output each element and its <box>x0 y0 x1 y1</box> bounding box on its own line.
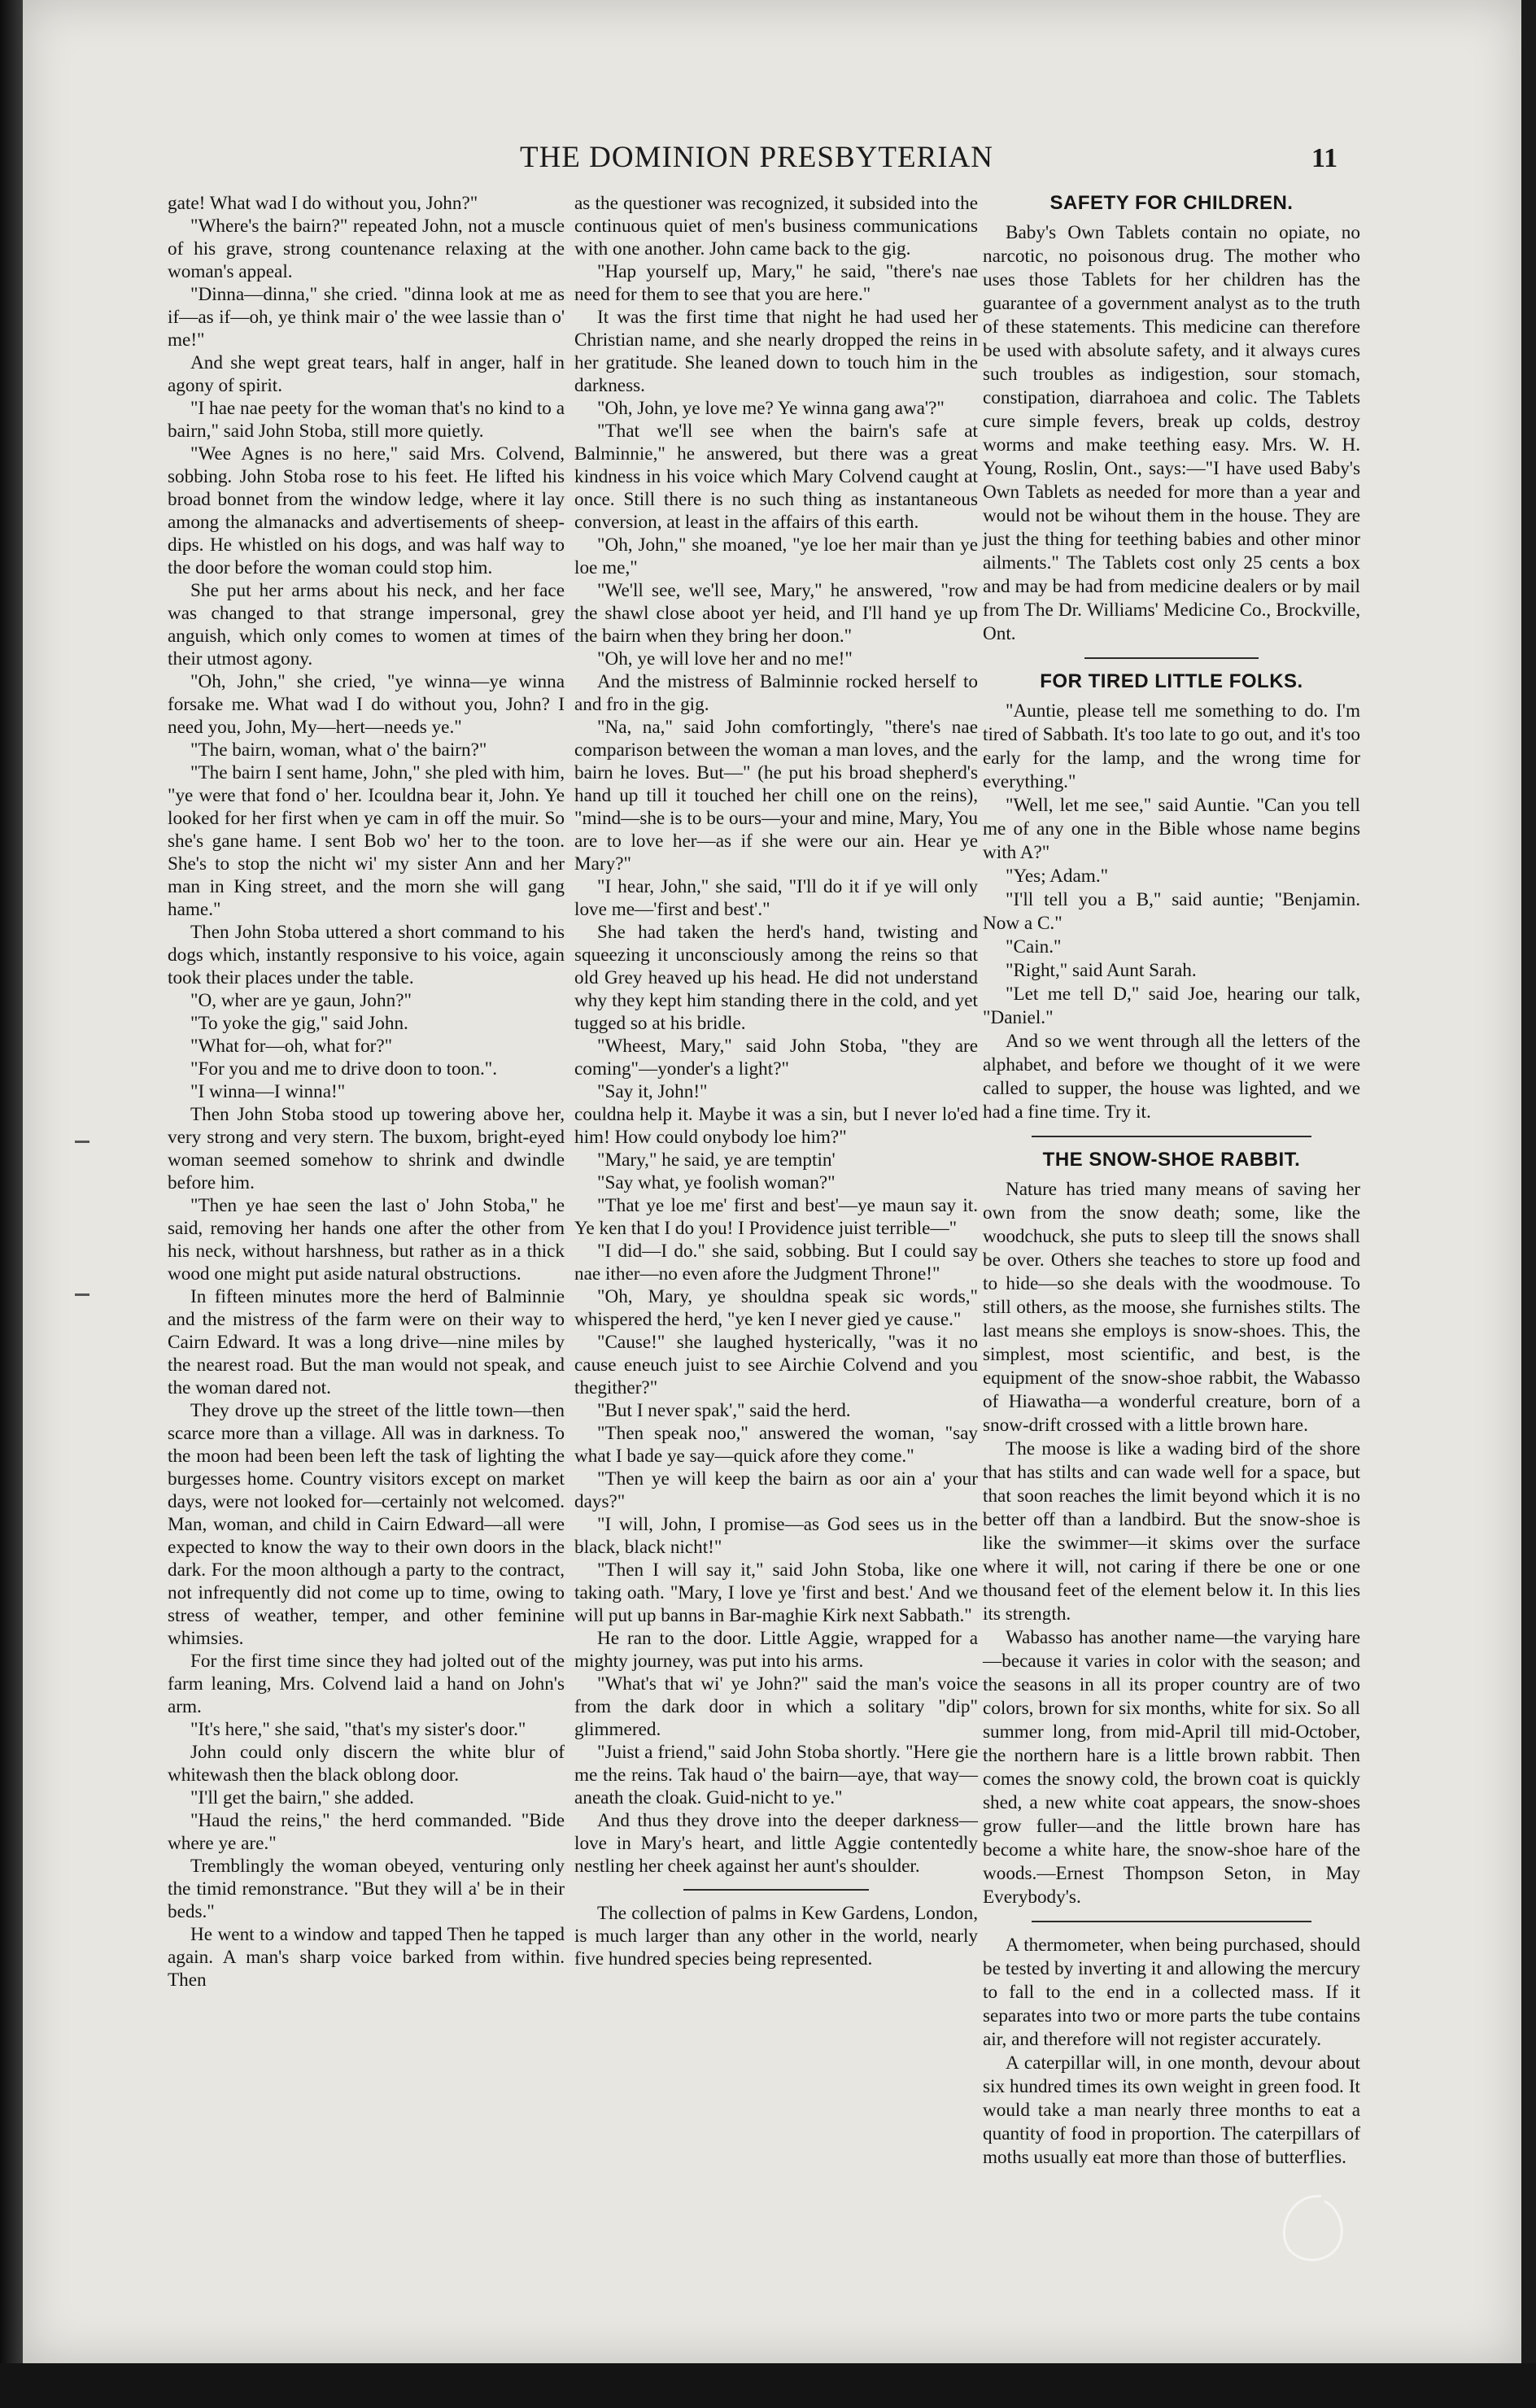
paragraph: John could only discern the white blur of whitewash then the black oblong door. <box>168 1742 565 1786</box>
paragraph: "Auntie, please tell me something to do. I'm tired of Sabbath. It's too late to go out, and it's too early for the lamp, and the wrong time for everything." <box>983 700 1360 792</box>
paragraph: "The bairn I sent hame, John," she pled with him, "ye were that fond o' her. Icouldna bear it, John. Ye looked for her first when ye cam in off the muir. So she's gane hame. I sent Bob wo' her to the toon. She's to stop the nicht wi' my sister Ann and her man in King street, and the morn she will gang hame." <box>168 762 565 920</box>
paragraph: "I hae nae peety for the woman that's no kind to a bairn," said John Stoba, still more quietly. <box>168 398 565 442</box>
scan-bottom-edge <box>0 2363 1536 2408</box>
paragraph: "I'll get the bairn," she added. <box>190 1787 414 1808</box>
paragraph: couldna help it. Maybe it was a sin, but I never lo'ed him! How could onybody loe him?" <box>574 1104 978 1148</box>
paragraph: "O, wher are ye gaun, John?" <box>190 990 412 1011</box>
kew-gardens-note: The collection of palms in Kew Gardens, London, is much larger than any other in the world, nearly five hundred species being represented. <box>574 1903 978 1970</box>
paragraph: "The bairn, woman, what o' the bairn?" <box>190 739 487 761</box>
paragraph: "To yoke the gig," said John. <box>190 1013 408 1034</box>
paragraph: "We'll see, we'll see, Mary," he answered, "row the shawl close aboot yer heid, and I'll hand ye up the bairn when they bring her doon." <box>574 580 978 647</box>
paragraph: "I did—I do." she said, sobbing. But I could say nae ither—no even afore the Judgment Throne!" <box>574 1241 978 1285</box>
paragraph: "Wheest, Mary," said John Stoba, "they are coming"—yonder's a light?" <box>574 1036 978 1080</box>
paragraph: "I will, John, I promise—as God sees us in the black, black nicht!" <box>574 1514 978 1558</box>
paragraph: "Let me tell D," said Joe, hearing our talk, "Daniel." <box>983 984 1360 1028</box>
paragraph: And she wept great tears, half in anger, half in agony of spirit. <box>168 352 565 396</box>
paragraph: "Mary," he said, ye are temptin' <box>597 1149 836 1171</box>
paragraph: "It's here," she said, "that's my sister's door." <box>190 1719 526 1740</box>
pencil-circle-mark <box>1274 2188 1349 2270</box>
paragraph: She had taken the herd's hand, twisting and squeezing it unconsciously among the reins so that old Grey heaved up his head. He did not understand why they kept him standing there in the cold, and yet tugged so at his bridle. <box>574 922 978 1034</box>
section-divider <box>1084 657 1258 659</box>
paragraph: "Oh, Mary, ye shouldna speak sic words," whispered the herd, "ye ken I never gied ye cause." <box>574 1286 978 1330</box>
paragraph: Then John Stoba uttered a short command to his dogs which, instantly responsive to his voice, again took their places under the table. <box>168 922 565 988</box>
section-divider <box>1032 1136 1311 1137</box>
paragraph: "Oh, ye will love her and no me!" <box>597 648 853 670</box>
paragraph: He went to a window and tapped Then he tapped again. A man's sharp voice barked from within. Then <box>168 1924 565 1991</box>
paragraph: "I winna—I winna!" <box>190 1081 346 1102</box>
paragraph: In fifteen minutes more the herd of Balminnie and the mistress of the farm were on their way to Cairn Edward. It was a long drive—nine miles by the nearest road. But the man would not speak, and the woman dared not. <box>168 1286 565 1398</box>
paragraph: "What's that wi' ye John?" said the man's voice from the dark door in which a solitary "dip" glimmered. <box>574 1673 978 1740</box>
paragraph: "Oh, John," she moaned, "ye loe her mair than ye loe me," <box>574 534 978 578</box>
paragraph: "Oh, John, ye love me? Ye winna gang awa'?" <box>597 398 945 419</box>
paragraph: And thus they drove into the deeper darkness—love in Mary's heart, and little Aggie contentedly nestling her cheek against her aunt's shoulder. <box>574 1810 978 1877</box>
paragraph: The moose is like a wading bird of the shore that has stilts and can wade well for a space, but that soon reaches the limit beyond which it is no better off than a landbird. But the snow-shoe is like the swimmer—it skims over the surface where it will, not caring if there be one or one thousand feet of the element below it. In this lies its strength. <box>983 1438 1360 1625</box>
paragraph: "Well, let me see," said Auntie. "Can you tell me of any one in the Bible whose name begins with A?" <box>983 795 1360 863</box>
section-divider <box>1032 1921 1311 1922</box>
paragraph: "Hap yourself up, Mary," he said, "there's nae need for them to see that you are here." <box>574 261 978 305</box>
paragraph: "That ye loe me' first and best'—ye maun say it. Ye ken that I do you! I Providence juist terrible—" <box>574 1195 978 1239</box>
paragraph: "Haud the reins," the herd commanded. "Bide where ye are." <box>168 1810 565 1854</box>
paragraph: "I'll tell you a B," said auntie; "Benjamin. Now a C." <box>983 889 1360 934</box>
paragraph: Wabasso has another name—the varying hare—because it varies in color with the season; and the seasons in all its proper country are of two colors, brown for six months, white for six. So all summer long, from mid-April till mid-October, the northern hare is a little brown rabbit. Then comes the snowy cold, the brown coat is quickly shed, a new white coat appears, the snow-shoes grow fuller—and the little brown hare has become a white hare, the snow-shoe hare of the woods.—Ernest Thompson Seton, in May Everybody's. <box>983 1627 1360 1908</box>
paragraph: "Right," said Aunt Sarah. <box>1006 960 1197 981</box>
tired-folks-heading: FOR TIRED LITTLE FOLKS. <box>1040 670 1303 692</box>
column-middle-story <box>574 192 978 1970</box>
paragraph: "Na, na," said John comfortingly, "there's nae comparison between the woman a man loves, and the bairn he loves. But—" (he put his broad shepherd's hand up till it touched her chill one on the reins), "mind—she is to be ours—your and mine, Mary, You are to love her—as if she were our ain. Hear ye Mary?" <box>574 717 978 875</box>
thermometer-note: A thermometer, when being purchased, should be tested by inverting it and allowing the mercury to fall to the end in a collected mass. If it separates into two or more parts the tube contains air, and therefore will not register accurately. <box>983 1935 1360 2050</box>
paragraph: "Oh, John," she cried, "ye winna—ye winna forsake me. What wad I do without you, John? I need you, John, My—hert—needs ye." <box>168 671 565 738</box>
paragraph: "Dinna—dinna," she cried. "dinna look at me as if—as if—oh, ye think mair o' the wee lassie than o' me!" <box>168 284 565 351</box>
paragraph: "Yes; Adam." <box>1006 866 1109 887</box>
scan-edge-shadow <box>0 0 23 2408</box>
column-right-items <box>983 192 1360 2170</box>
paragraph: She put her arms about his neck, and her face was changed to that strange impersonal, grey anguish, which only comes to women at times of their utmost agony. <box>168 580 565 670</box>
paragraph: "For you and me to drive doon to toon.". <box>190 1058 498 1080</box>
paragraph: "But I never spak'," said the herd. <box>597 1400 851 1421</box>
paragraph: "Juist a friend," said John Stoba shortly. "Here gie me the reins. Tak haud o' the bairn—aye, that way—aneath the cloak. Guid-nicht to ye." <box>574 1742 978 1808</box>
paragraph: "Then I will say it," said John Stoba, like one taking oath. "Mary, I love ye 'first and best.' And we will put up banns in Bar-maghie Kirk next Sabbath." <box>574 1560 978 1626</box>
masthead-title: THE DOMINION PRESBYTERIAN <box>519 141 994 174</box>
paragraph: "Say it, John!" <box>597 1081 708 1102</box>
safety-paragraph: Baby's Own Tablets contain no opiate, no narcotic, no poisonous drug. The mother who uses those Tablets for her children has the guarantee of a government analyst as to the truth of these statements. This medicine can therefore be used with absolute safety, and it always cures such troubles as indigestion, sour stomach, constipation, diarrahoea and colic. The Tablets cure simple fevers, break up colds, destroy worms and make teething easy. Mrs. W. H. Young, Roslin, Ont., says:—"I have used Baby's Own Tablets as needed for more than a year and would not be wihout them in the house. They are just the thing for teething babies and other minor ailments." The Tablets cost only 25 cents a box and may be had from medicine dealers or by mail from The Dr. Williams' Medicine Co., Brockville, Ont. <box>983 222 1360 644</box>
paragraph: "Wee Agnes is no here," said Mrs. Colvend, sobbing. John Stoba rose to his feet. He lifted his broad bonnet from the window ledge, where it lay among the almanacks and advertisements of sheep-dips. He whistled on his dogs, and was half way to the door before the woman could stop him. <box>168 443 565 578</box>
paragraph: And the mistress of Balminnie rocked herself to and fro in the gig. <box>574 671 978 715</box>
paragraph: "Then ye will keep the bairn as oor ain a' your days?" <box>574 1468 978 1512</box>
paragraph: Tremblingly the woman obeyed, venturing only the timid remonstrance. "But they will a' be in their beds." <box>168 1856 565 1922</box>
paragraph: For the first time since they had jolted out of the farm leaning, Mrs. Colvend laid a hand on John's arm. <box>168 1651 565 1717</box>
paragraph: "Cain." <box>1006 936 1062 958</box>
paragraph: "What for—oh, what for?" <box>190 1036 393 1057</box>
paragraph: And so we went through all the letters of the alphabet, and before we thought of it we were called to supper, the house was lighted, and we had a fine time. Try it. <box>983 1031 1360 1123</box>
paragraph: "Cause!" she laughed hysterically, "was it no cause eneuch juist to see Airchie Colvend and you thegither?" <box>574 1332 978 1398</box>
binding-mark <box>75 1293 89 1296</box>
paragraph: "Where's the bairn?" repeated John, not a muscle of his grave, strong countenance relaxing at the woman's appeal. <box>168 216 565 282</box>
caterpillar-note: A caterpillar will, in one month, devour about six hundred times its own weight in green food. It would take a man nearly three months to eat a quantity of food in proportion. The caterpillars of moths usually eat more than those of butterflies. <box>983 2052 1360 2168</box>
paragraph: "That we'll see when the bairn's safe at Balminnie," he answered, but there was a great kindness in his voice which Mary Colvend caught at once. Still there is no such thing as instantaneous conversion, at least in the affairs of this earth. <box>574 421 978 533</box>
paragraph: "Say what, ye foolish woman?" <box>597 1172 836 1193</box>
rabbit-heading: THE SNOW-SHOE RABBIT. <box>1042 1149 1301 1171</box>
section-divider <box>683 1889 869 1891</box>
page-number: 11 <box>1311 143 1338 173</box>
paragraph: He ran to the door. Little Aggie, wrapped for a mighty journey, was put into his arms. <box>574 1628 978 1672</box>
paragraph: "Then ye hae seen the last o' John Stoba," he said, removing her hands one after the other from his neck, without harshness, but rather as in a thick wood one might put aside natural obstructions. <box>168 1195 565 1285</box>
paragraph: Then John Stoba stood up towering above her, very strong and very stern. The buxom, bright-eyed woman seemed somehow to shrink and dwindle before him. <box>168 1104 565 1193</box>
paragraph: "I hear, John," she said, "I'll do it if ye will only love me—'first and best'." <box>574 876 978 920</box>
paragraph: as the questioner was recognized, it subsided into the continuous quiet of men's business communications with one another. John came back to the gig. <box>574 193 978 260</box>
binding-mark <box>75 1141 89 1143</box>
safety-heading: SAFETY FOR CHILDREN. <box>1049 192 1294 214</box>
paragraph: Nature has tried many means of saving her own from the snow death; some, like the woodchuck, she puts to sleep till the snows shall be over. Others she teaches to store up food and to hide—so she deals with the woodmouse. To still others, as the moose, she furnishes stilts. The last means she employs is snow-shoes. This, the simplest, most scientific, and best, is the equipment of the snow-shoe rabbit, the Wabasso of Hiawatha—a wonderful creature, born of a snow-drift crossed with a little brown hare. <box>983 1179 1360 1436</box>
paragraph: They drove up the street of the little town—then scarce more than a village. All was in darkness. To the moon had been been left the task of lighting the burgesses home. Country visitors except on market days, were not looked for—certainly not welcomed. Man, woman, and child in Cairn Edward—all were expected to know the way to their own doors in the dark. For the moon although a party to the contract, not infrequently did not come up to time, owing to stress of weather, temper, and other feminine whimsies. <box>168 1400 565 1649</box>
column-left-story <box>168 192 565 1991</box>
paragraph: It was the first time that night he had used her Christian name, and she nearly dropped the reins in her gratitude. She leaned down to touch him in the darkness. <box>574 307 978 396</box>
paragraph: "Then speak noo," answered the woman, "say what I bade ye say—quick afore they come." <box>574 1423 978 1467</box>
paragraph: gate! What wad I do without you, John?" <box>168 193 478 214</box>
